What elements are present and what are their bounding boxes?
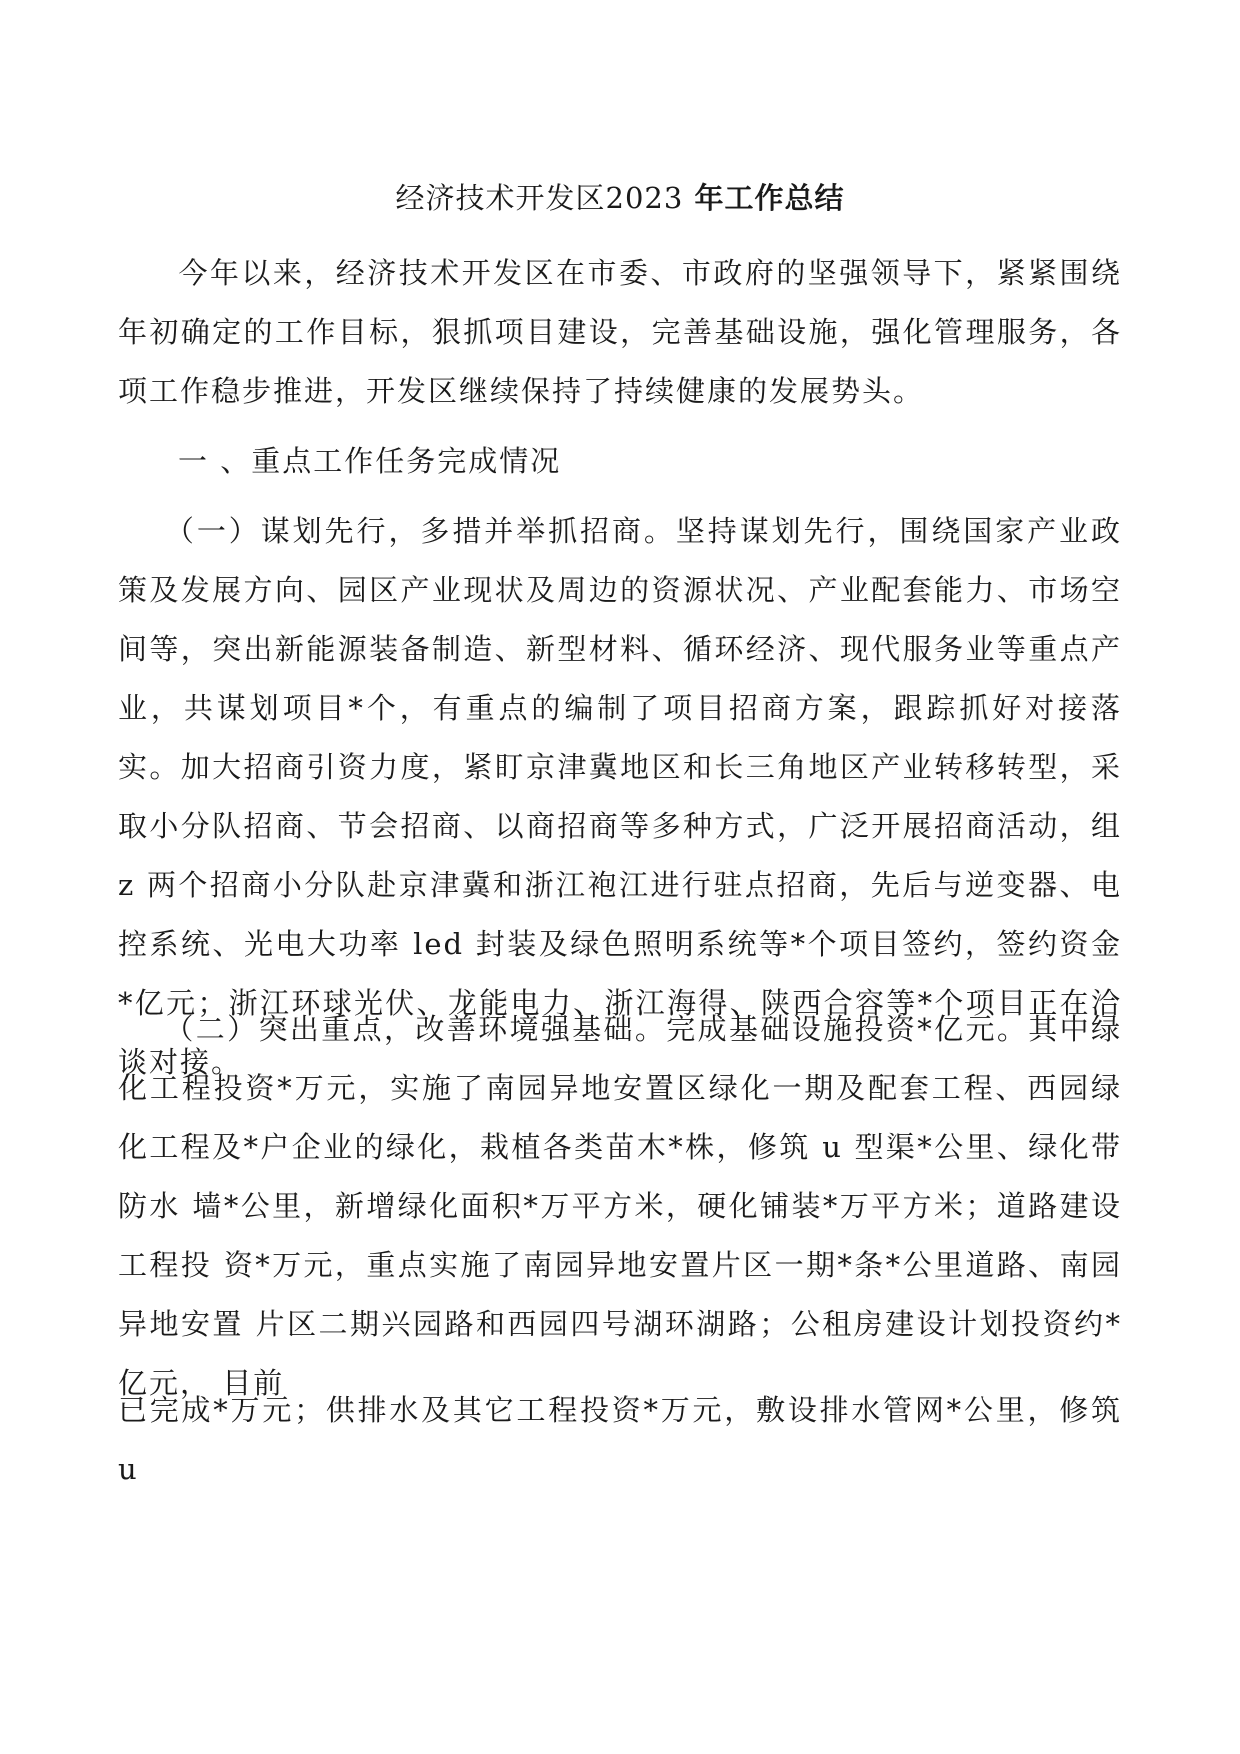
- intro-paragraph: [118, 244, 1122, 421]
- item-two-paragraph: [118, 1000, 1122, 1413]
- document-title: [0, 178, 1240, 218]
- continuation-text: 已完成*万元；供排水及其它工程投资*万元，敷设排水管网*公里，修筑 u: [118, 1393, 1122, 1486]
- title-suffix: 年工作总结: [683, 181, 845, 215]
- item-one-text: （一）谋划先行，多措并举抓招商。坚持谋划先行，围绕国家产业政策及发展方向、园区产业现状及周边的资源状况、产业配套能力、市场空间等，突出新能源装备制造、新型材料、循环经济、现代服务业等重点产业，共谋划项目*个，有重点的编制了项目招商方案，跟踪抓好对接落实。加大招商引资力度，紧盯京津冀地区和长三角地区产业转移转型，采取小分队招商、节会招商、以商招商等多种方式，广泛开展招商活动，组 z 两个招商小分队赴京津冀和浙江袍江进行驻点招商，先后与逆变器、电控系统、光电大功率 led 封装及绿色照明系统等*个项目签约，签约资金*亿元；浙江环球光伏、龙能电力、浙江海得、陕西合容等*个项目正在洽谈对接。: [118, 514, 1122, 1079]
- continuation-line: [118, 1381, 1122, 1499]
- intro-text: 今年以来，经济技术开发区在市委、市政府的坚强领导下，紧紧围绕年初确定的工作目标，狠抓项目建设，完善基础设施，强化管理服务，各项工作稳步推进，开发区继续保持了持续健康的发展势头。: [118, 256, 1122, 408]
- title-prefix: 经济技术开发区2023: [395, 181, 684, 215]
- section-heading: [118, 432, 1122, 491]
- item-two-text: （二）突出重点，改善环境强基础。完成基础设施投资*亿元。其中绿化工程投资*万元，实施了南园异地安置区绿化一期及配套工程、西园绿化工程及*户企业的绿化，栽植各类苗木*株，修筑 u 型渠*公里、绿化带防水 墙*公里，新增绿化面积*万平方米，硬化铺装*万平方米；道路建设工程投 资*万元，重点实施了南园异地安置片区一期*条*公里道路、南园异地安置 片区二期兴园路和西园四号湖环湖路；公租房建设计划投资约*亿元， 目前: [118, 1012, 1122, 1400]
- section-heading-text: 一 、重点工作任务完成情况: [178, 444, 562, 478]
